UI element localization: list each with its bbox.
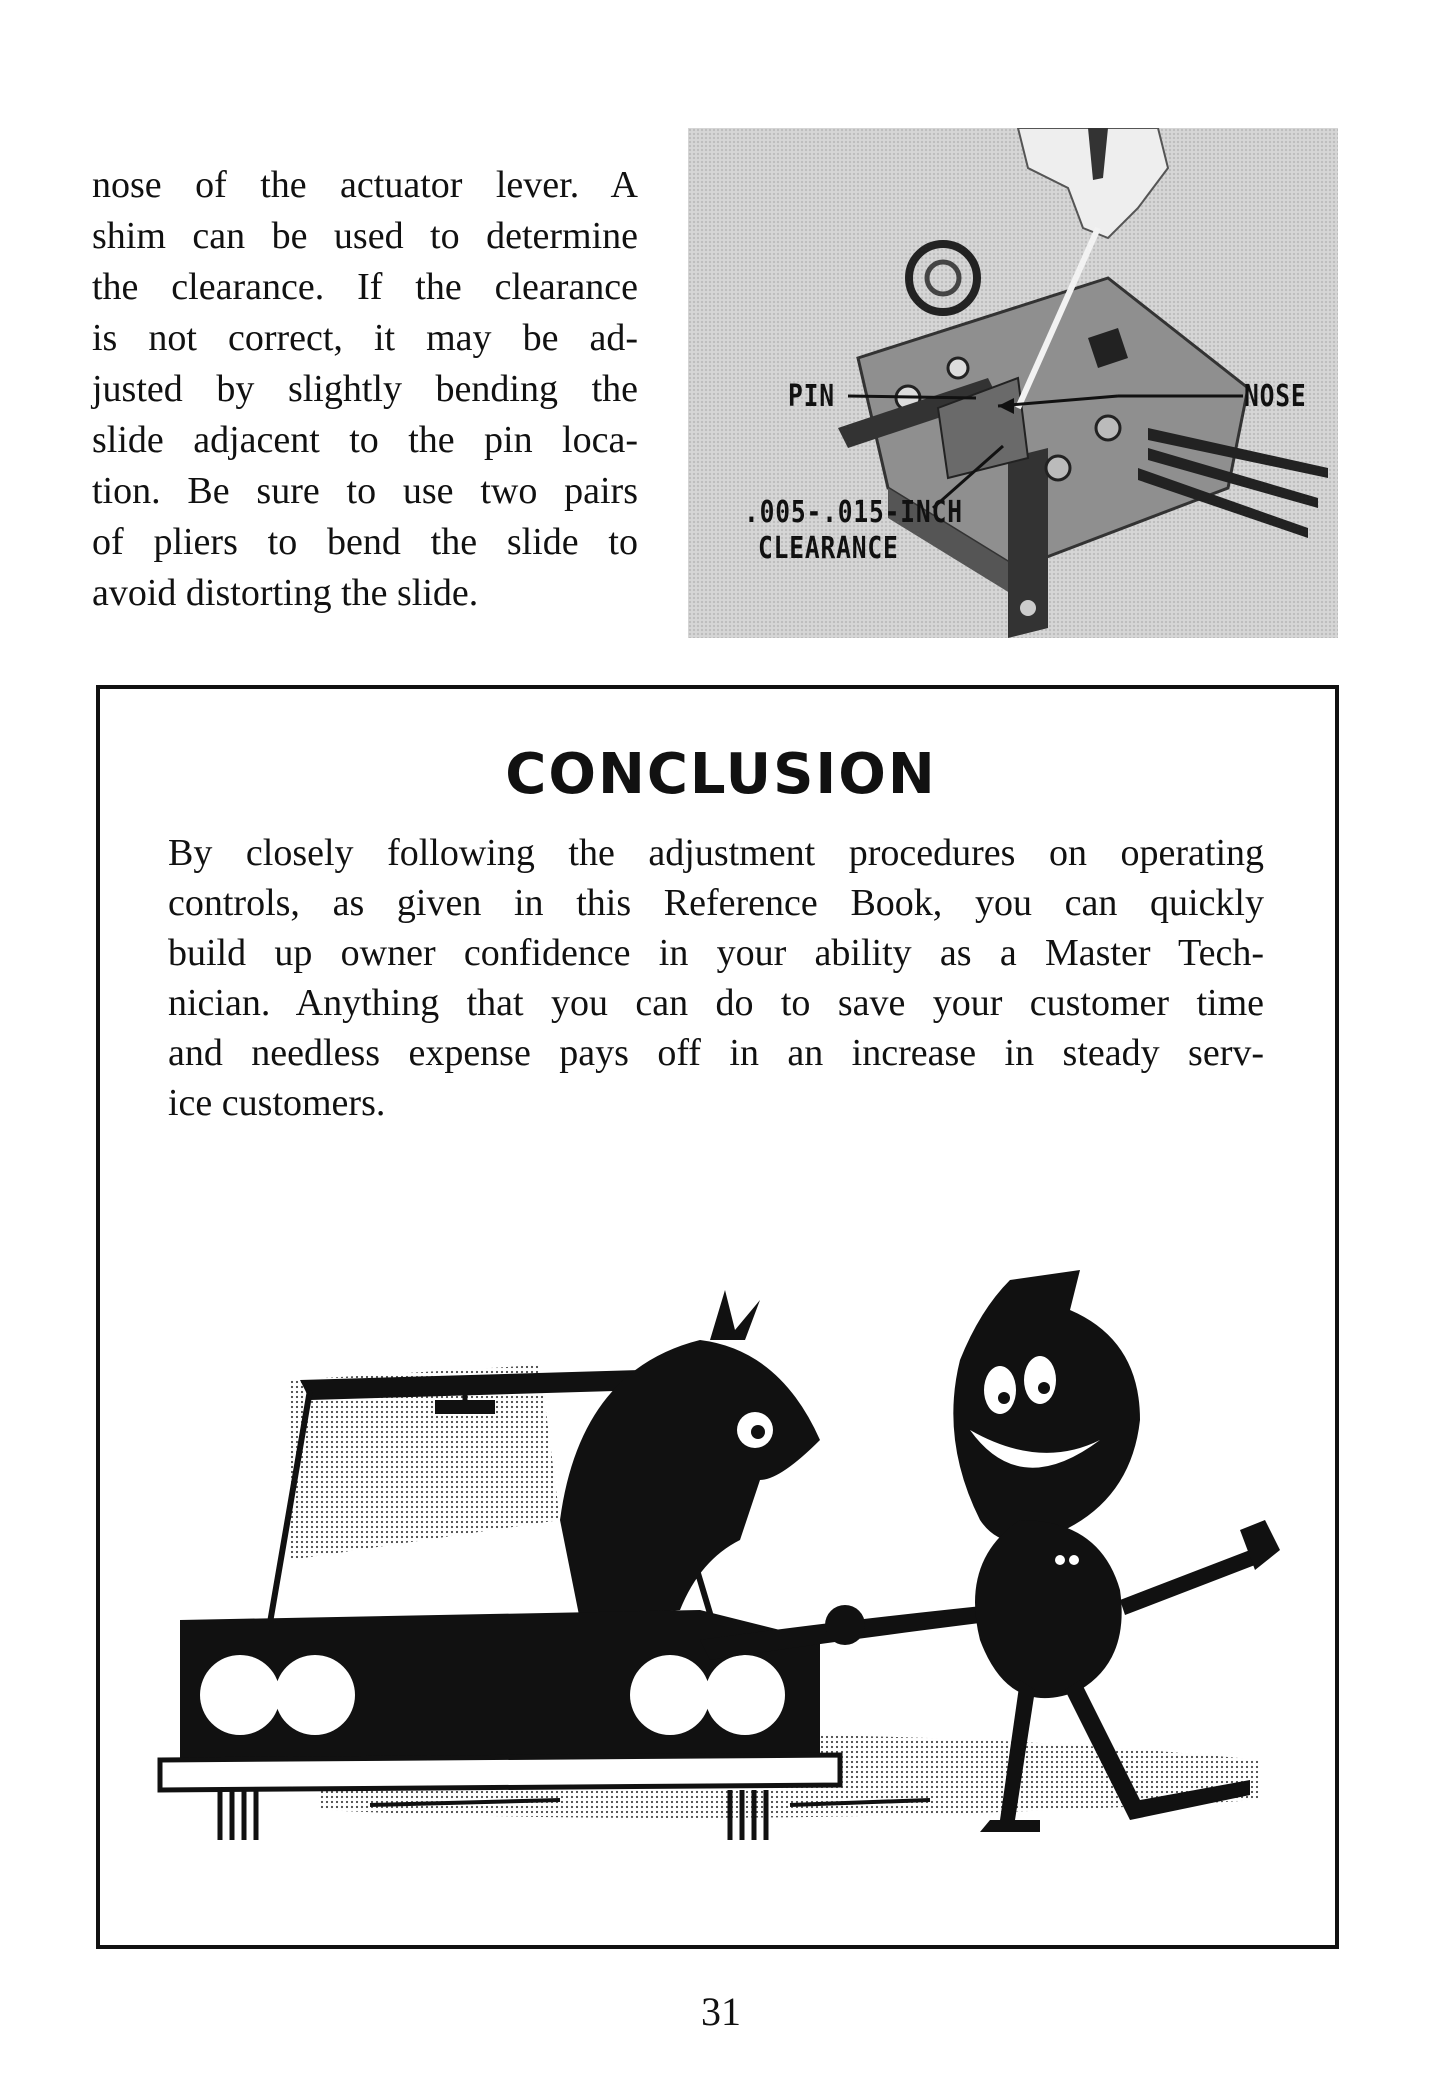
conclusion-line: ice customers.	[168, 1082, 386, 1124]
conclusion-line: By closely following the adjustment procedures on operating	[168, 832, 1264, 874]
conclusion-paragraph	[168, 828, 1264, 1128]
clearance-label-line2: CLEARANCE	[758, 531, 899, 566]
conclusion-line: and needless expense pays off in an increase in steady serv-	[168, 1032, 1264, 1074]
intro-line: nose of the actuator lever. A	[92, 164, 638, 206]
intro-line: shim can be used to determine	[92, 215, 638, 257]
intro-line: slide adjacent to the pin loca-	[92, 419, 638, 461]
clearance-label-line1: .005-.015-INCH	[744, 495, 963, 530]
nose-label: NOSE	[1244, 379, 1307, 414]
intro-line: is not correct, it may be ad-	[92, 317, 638, 359]
character-friend	[953, 1270, 1140, 1543]
intro-line: justed by slightly bending the	[92, 368, 638, 410]
cartoon-illustration	[140, 1220, 1300, 1840]
conclusion-line: nician. Anything that you can do to save your customer time	[168, 982, 1264, 1024]
intro-paragraph	[92, 160, 638, 619]
actuator-photo	[688, 128, 1338, 638]
conclusion-line: build up owner confidence in your ability as a Master Tech-	[168, 932, 1264, 974]
intro-line: tion. Be sure to use two pairs	[92, 470, 638, 512]
conclusion-line: controls, as given in this Reference Book, you can quickly	[168, 882, 1264, 924]
page-number: 31	[701, 1989, 741, 2034]
pin-label: PIN	[788, 379, 835, 414]
intro-line: the clearance. If the clearance	[92, 266, 638, 308]
conclusion-title: CONCLUSION	[505, 742, 937, 807]
intro-line: avoid distorting the slide.	[92, 572, 479, 614]
intro-line: of pliers to bend the slide to	[92, 521, 638, 563]
